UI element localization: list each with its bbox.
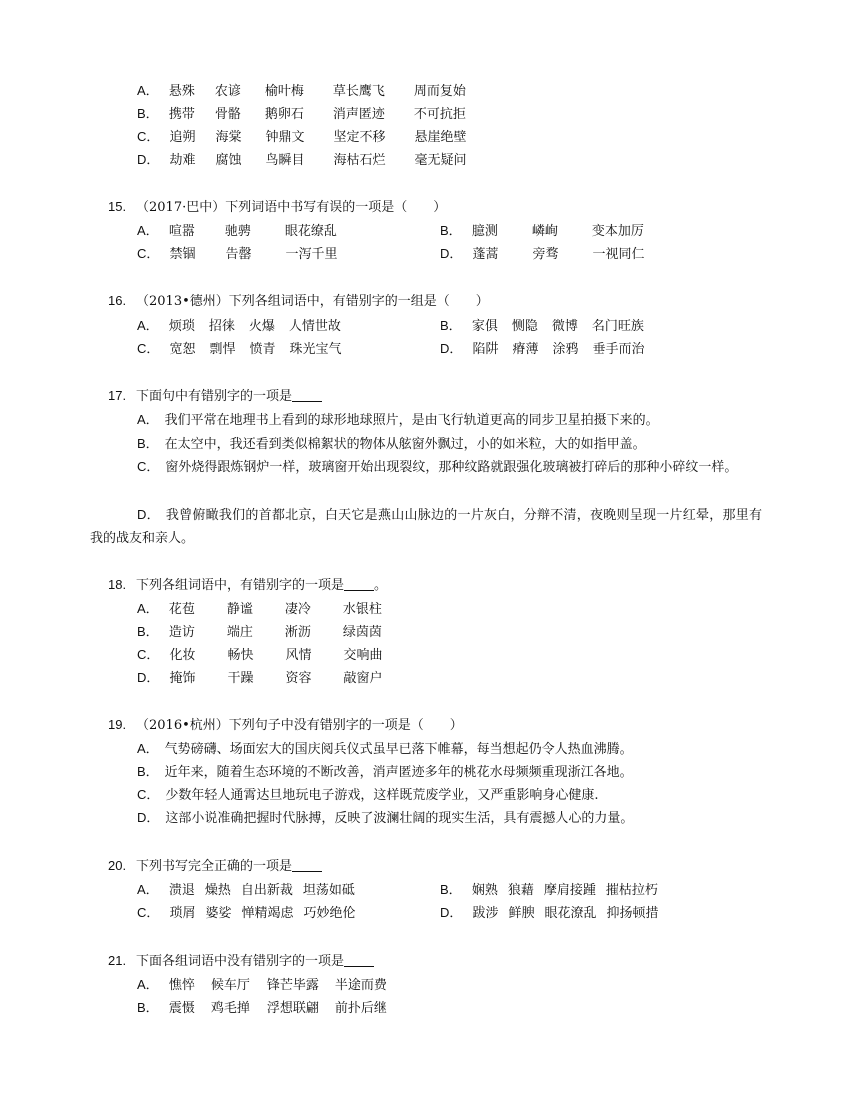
- word: 鹅卵石: [264, 107, 304, 122]
- word: 浮想联翩: [266, 1001, 319, 1016]
- word: 陷阱: [472, 342, 499, 357]
- word: 抑扬顿措: [606, 906, 659, 921]
- word: 海棠: [215, 130, 242, 145]
- question-number: 15.: [108, 199, 127, 214]
- option-text: 这部小说准确把握时代脉搏，反映了波澜壮阔的现实生活，具有震撼人心的力量。: [165, 811, 634, 826]
- q19-option-a[interactable]: [137, 740, 633, 759]
- answer-blank[interactable]: [344, 576, 374, 591]
- word: 婆娑: [205, 906, 232, 921]
- option-label: D．: [137, 507, 160, 522]
- option-label: D．: [440, 341, 463, 356]
- word: 鸟瞬目: [265, 153, 305, 168]
- word: 半途而费: [334, 978, 387, 993]
- word: 烦琐: [168, 319, 195, 334]
- answer-blank[interactable]: [344, 952, 374, 967]
- word: 垂手而治: [592, 342, 645, 357]
- word: 眼花缭乱: [284, 224, 337, 239]
- q20-option-b[interactable]: [440, 881, 658, 900]
- question-21-stem: [108, 952, 374, 971]
- answer-blank[interactable]: [292, 857, 322, 872]
- word: 一视同仁: [592, 247, 645, 262]
- q16-option-b[interactable]: [440, 317, 644, 336]
- word: 畅快: [227, 648, 254, 663]
- word: 坚定不移: [333, 130, 386, 145]
- question-text: （2017·巴中）下列词语中书写有误的一项是（ ）: [136, 200, 447, 215]
- q19-option-b[interactable]: [137, 763, 633, 782]
- word: 火爆: [248, 319, 275, 334]
- word: 交响曲: [343, 648, 383, 663]
- word: 跋涉: [472, 906, 499, 921]
- option-label: C．: [137, 459, 160, 474]
- word: 农谚: [214, 84, 241, 99]
- word: 淅沥: [284, 625, 311, 640]
- option-text: 在太空中，我还看到类似棉絮状的物体从舷窗外飘过，小的如米粒，大的如指甲盖。: [164, 437, 646, 452]
- word: 鲜腴: [508, 906, 535, 921]
- word: 摩肩接踵: [543, 883, 596, 898]
- question-text: 下列各组词语中，有错别字的一项是: [136, 578, 345, 593]
- question-number: 21.: [108, 953, 127, 968]
- option-label: D．: [137, 152, 160, 167]
- option-label: A．: [137, 223, 159, 238]
- q15-option-d[interactable]: [440, 245, 645, 264]
- word: 旁骛: [532, 247, 559, 262]
- option-label: A．: [137, 882, 159, 897]
- q21-option-b[interactable]: [137, 999, 387, 1018]
- option-label: C．: [137, 787, 160, 802]
- word: 造访: [168, 625, 195, 640]
- q16-option-d[interactable]: [440, 340, 645, 359]
- word: 恻隐: [511, 319, 538, 334]
- word: 劫难: [169, 153, 196, 168]
- option-label: A．: [137, 977, 159, 992]
- word: 招徕: [208, 319, 235, 334]
- option-text: 我曾俯瞰我们的首都北京，白天它是燕山山脉边的一片灰白，分辩不清，夜晚则呈现一片红晕，那里有我的战友和亲人。: [90, 508, 762, 546]
- option-label: A．: [137, 318, 159, 333]
- word: 憔悴: [168, 978, 195, 993]
- word: 掩饰: [169, 671, 196, 686]
- q14-option-a[interactable]: [137, 82, 466, 101]
- question-text: 下列书写完全正确的一项是: [136, 859, 293, 874]
- option-label: B．: [440, 882, 462, 897]
- word: 静谧: [226, 602, 253, 617]
- option-text: 气势磅礴、场面宏大的国庆阅兵仪式虽早已落下帷幕，每当想起仍令人热血沸腾。: [164, 742, 633, 757]
- word: 草长鹰飞: [332, 84, 385, 99]
- word: 狼藉: [507, 883, 534, 898]
- question-number: 17.: [108, 388, 127, 403]
- word: 鸡毛掸: [210, 1001, 250, 1016]
- question-18-stem: [108, 576, 387, 595]
- question-number: 20.: [108, 858, 127, 873]
- word: 愤青: [249, 342, 276, 357]
- question-text: （2016•杭州）下列句子中没有错别字的一项是（ ）: [136, 718, 463, 733]
- option-label: D．: [137, 670, 160, 685]
- option-label: A．: [137, 412, 159, 427]
- q20-option-a[interactable]: [137, 881, 355, 900]
- option-label: C．: [137, 341, 160, 356]
- word: 微博: [551, 319, 578, 334]
- word: 眼花潦乱: [544, 906, 597, 921]
- word: 驰骋: [224, 224, 251, 239]
- word: 臆测: [471, 224, 498, 239]
- word: 悬崖绝壁: [414, 130, 467, 145]
- word: 钟鼎文: [265, 130, 305, 145]
- word: 坦荡如砥: [302, 883, 355, 898]
- question-number: 19.: [108, 717, 127, 732]
- word: 风情: [285, 648, 312, 663]
- option-text: 我们平常在地理书上看到的球形地球照片，是由飞行轨道更高的同步卫星拍摄下来的。: [164, 413, 659, 428]
- word: 名门旺族: [591, 319, 644, 334]
- q21-option-a[interactable]: [137, 976, 387, 995]
- word: 瘠薄: [512, 342, 539, 357]
- option-label: A．: [137, 741, 159, 756]
- q17-option-d[interactable]: [90, 503, 762, 550]
- word: 敲窗户: [343, 671, 383, 686]
- q18-option-b[interactable]: [137, 623, 382, 642]
- q18-option-a[interactable]: [137, 600, 382, 619]
- word: 干躁: [227, 671, 254, 686]
- word: 剽悍: [209, 342, 236, 357]
- question-number: 16.: [108, 293, 127, 308]
- word: 资容: [285, 671, 312, 686]
- word: 娴熟: [471, 883, 498, 898]
- word: 端庄: [226, 625, 253, 640]
- option-label: B．: [137, 436, 159, 451]
- word: 自出新裁: [240, 883, 293, 898]
- word: 告罄: [225, 247, 252, 262]
- option-text: 近年来，随着生态环境的不断改善，消声匿迹多年的桃花水母频频重现浙江各地。: [164, 765, 633, 780]
- option-label: B．: [137, 106, 159, 121]
- word: 前扑后继: [334, 1001, 387, 1016]
- q15-option-a[interactable]: [137, 222, 337, 241]
- question-text: 下面句中有错别字的一项是: [136, 389, 293, 404]
- q18-option-d[interactable]: [137, 669, 383, 688]
- q14-option-c[interactable]: [137, 128, 467, 147]
- option-label: B．: [440, 318, 462, 333]
- word: 凄冷: [284, 602, 311, 617]
- q17-option-b[interactable]: [137, 435, 646, 454]
- word: 家俱: [471, 319, 498, 334]
- question-17-stem: [108, 387, 322, 406]
- option-label: D．: [137, 810, 160, 825]
- question-text: （2013•德州）下列各组词语中，有错别字的一组是（ ）: [136, 294, 489, 309]
- q20-option-c[interactable]: [137, 904, 356, 923]
- word: 摧枯拉朽: [605, 883, 658, 898]
- option-text: 少数年轻人通霄达旦地玩电子游戏，这样既荒废学业，又严重影响身心健康.: [165, 788, 599, 803]
- q16-option-c[interactable]: [137, 340, 342, 359]
- option-label: B．: [440, 223, 462, 238]
- word: 化妆: [169, 648, 196, 663]
- question-16-stem: [108, 292, 489, 311]
- word: 一泻千里: [285, 247, 338, 262]
- q15-option-c[interactable]: [137, 245, 338, 264]
- q18-option-c[interactable]: [137, 646, 383, 665]
- word: 溃退: [168, 883, 195, 898]
- word: 水银柱: [342, 602, 382, 617]
- word: 骨骼: [214, 107, 241, 122]
- option-label: C．: [137, 246, 160, 261]
- word: 追朔: [169, 130, 196, 145]
- answer-blank[interactable]: [292, 387, 322, 402]
- word: 宽恕: [169, 342, 196, 357]
- word: 禁锢: [169, 247, 196, 262]
- option-label: C．: [137, 129, 160, 144]
- option-label: A．: [137, 601, 159, 616]
- q17-option-a[interactable]: [137, 411, 659, 430]
- word: 涂鸦: [552, 342, 579, 357]
- word: 花苞: [168, 602, 195, 617]
- question-text: 下面各组词语中没有错别字的一项是: [136, 954, 345, 969]
- word: 琐屑: [169, 906, 196, 921]
- word: 候车厅: [210, 978, 250, 993]
- word: 绿茵茵: [342, 625, 382, 640]
- q14-option-b[interactable]: [137, 105, 466, 124]
- q15-option-b[interactable]: [440, 222, 644, 241]
- word: 消声匿迹: [332, 107, 385, 122]
- q17-option-c[interactable]: [90, 455, 762, 479]
- question-15-stem: [108, 198, 446, 217]
- q19-option-c[interactable]: [137, 786, 599, 805]
- word: 嶙峋: [531, 224, 558, 239]
- option-label: A．: [137, 83, 159, 98]
- word: 变本加厉: [591, 224, 644, 239]
- word: 巧妙绝伦: [303, 906, 356, 921]
- option-label: B．: [137, 1000, 159, 1015]
- q14-option-d[interactable]: [137, 151, 467, 170]
- word: 毫无疑问: [414, 153, 467, 168]
- question-number: 18.: [108, 577, 127, 592]
- word: 惮精竭虑: [241, 906, 294, 921]
- word: 蓬蒿: [472, 247, 499, 262]
- option-label: D．: [440, 905, 463, 920]
- word: 悬殊: [168, 84, 195, 99]
- word: 携带: [168, 107, 195, 122]
- word: 喧嚣: [168, 224, 195, 239]
- option-label: D．: [440, 246, 463, 261]
- question-20-stem: [108, 857, 322, 876]
- word: 海枯石烂: [333, 153, 386, 168]
- option-label: B．: [137, 624, 159, 639]
- word: 榆叶梅: [264, 84, 304, 99]
- question-19-stem: [108, 716, 463, 735]
- option-label: C．: [137, 647, 160, 662]
- word: 锋芒毕露: [266, 978, 319, 993]
- option-text: 窗外烧得跟炼钢炉一样，玻璃窗开始出现裂纹，那种纹路就跟强化玻璃被打碎后的那种小碎纹一样。: [165, 460, 738, 475]
- word: 震慑: [168, 1001, 195, 1016]
- option-label: C．: [137, 905, 160, 920]
- q16-option-a[interactable]: [137, 317, 341, 336]
- option-label: B．: [137, 764, 159, 779]
- word: 燥热: [204, 883, 231, 898]
- word: 人情世故: [288, 319, 341, 334]
- word: 腐蚀: [215, 153, 242, 168]
- word: 周而复始: [413, 84, 466, 99]
- question-text-end: 。: [374, 578, 388, 593]
- word: 不可抗拒: [413, 107, 466, 122]
- q19-option-d[interactable]: [137, 809, 633, 828]
- q20-option-d[interactable]: [440, 904, 659, 923]
- word: 珠光宝气: [289, 342, 342, 357]
